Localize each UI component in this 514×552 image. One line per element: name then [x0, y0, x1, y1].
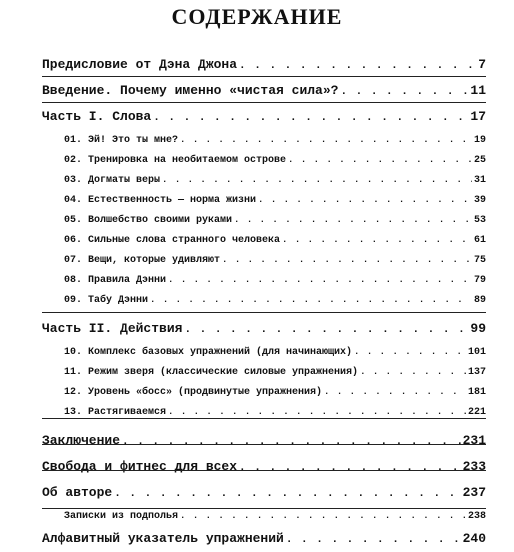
entry-page: 238: [467, 511, 486, 522]
entry-page: 75: [473, 255, 486, 266]
dot-leader: [122, 429, 461, 454]
divider: [42, 444, 486, 445]
entry-page: 221: [467, 407, 486, 418]
dot-leader: [258, 190, 472, 210]
dot-leader: [153, 105, 468, 130]
entry-page: 19: [473, 135, 486, 146]
entry-label: 01. Эй! Это ты мне?: [64, 135, 179, 146]
entry-label: 04. Естественность — норма жизни: [64, 195, 257, 206]
toc-entry[interactable]: [42, 526, 486, 552]
entry-label: Записки из подполья: [64, 511, 179, 522]
dot-leader: [162, 170, 472, 190]
dot-leader: [168, 270, 472, 290]
entry-page: 231: [462, 433, 486, 448]
entry-page: 7: [478, 57, 486, 72]
toc-entry[interactable]: [42, 78, 486, 104]
dot-leader: [239, 53, 476, 78]
toc-entry[interactable]: [42, 428, 486, 454]
entry-page: 233: [462, 459, 486, 474]
entry-label: 11. Режим зверя (классические силовые упражнения): [64, 367, 359, 378]
toc-entry[interactable]: [42, 104, 486, 130]
entry-label: Предисловие от Дэна Джона: [42, 57, 238, 72]
entry-label: Заключение: [42, 433, 121, 448]
toc-entry[interactable]: [42, 480, 486, 506]
entry-page: 53: [473, 215, 486, 226]
entry-label: 08. Правила Дэнни: [64, 275, 167, 286]
entry-label: 07. Вещи, которые удивляют: [64, 255, 221, 266]
entry-label: Часть I. Слова: [42, 109, 152, 124]
entry-label: 05. Волшебство своими руками: [64, 215, 233, 226]
dot-leader: [184, 317, 468, 342]
toc-subentry[interactable]: [42, 190, 486, 210]
table-of-contents: [42, 52, 486, 552]
dot-leader: [234, 210, 472, 230]
entry-page: 25: [473, 155, 486, 166]
dot-leader: [180, 506, 466, 526]
dot-leader: [239, 455, 461, 480]
divider: [42, 508, 486, 509]
toc-subentry[interactable]: [42, 382, 486, 402]
entry-page: 39: [473, 195, 486, 206]
dot-leader: [282, 230, 472, 250]
toc-subentry[interactable]: [42, 230, 486, 250]
toc-subentry[interactable]: [42, 342, 486, 362]
entry-label: 12. Уровень «босс» (продвинутые упражнения): [64, 387, 323, 398]
entry-label: 09. Табу Дэнни: [64, 295, 149, 306]
toc-subentry[interactable]: [42, 362, 486, 382]
entry-label: Свобода и фитнес для всех: [42, 459, 238, 474]
dot-leader: [114, 481, 460, 506]
divider: [42, 102, 486, 103]
toc-subentry[interactable]: [42, 250, 486, 270]
entry-page: 79: [473, 275, 486, 286]
dot-leader: [168, 402, 466, 422]
entry-label: Часть II. Действия: [42, 321, 183, 336]
entry-page: 17: [470, 109, 486, 124]
toc-subentry[interactable]: [42, 130, 486, 150]
dot-leader: [360, 362, 466, 382]
toc-subentry[interactable]: [42, 170, 486, 190]
entry-page: 181: [467, 387, 486, 398]
toc-subentry[interactable]: [42, 402, 486, 422]
entry-label: 13. Растягиваемся: [64, 407, 167, 418]
entry-label: Введение. Почему именно «чистая сила»?: [42, 83, 339, 98]
entry-label: 06. Сильные слова странного человека: [64, 235, 281, 246]
entry-page: 31: [473, 175, 486, 186]
dot-leader: [324, 382, 466, 402]
entry-label: 03. Догматы веры: [64, 175, 161, 186]
toc-subentry[interactable]: [42, 210, 486, 230]
toc-subentry[interactable]: [42, 290, 486, 310]
entry-page: 137: [467, 367, 486, 378]
entry-page: 99: [470, 321, 486, 336]
page-title: СОДЕРЖАНИЕ: [171, 4, 343, 29]
dot-leader: [286, 527, 461, 552]
dot-leader: [150, 290, 472, 310]
dot-leader: [180, 130, 472, 150]
entry-page: 240: [462, 531, 486, 546]
toc-entry[interactable]: [42, 52, 486, 78]
toc-subentry[interactable]: [42, 506, 486, 526]
toc-subentry[interactable]: [42, 270, 486, 290]
entry-page: 237: [462, 485, 486, 500]
dot-leader: [354, 342, 466, 362]
divider: [42, 312, 486, 313]
dot-leader: [222, 250, 472, 270]
entry-label: 10. Комплекс базовых упражнений (для начинающих): [64, 347, 353, 358]
divider: [42, 418, 486, 419]
entry-label: 02. Тренировка на необитаемом острове: [64, 155, 287, 166]
entry-label: Алфавитный указатель упражнений: [42, 531, 284, 546]
entry-label: Об авторе: [42, 485, 113, 500]
entry-page: 11: [470, 83, 486, 98]
dot-leader: [340, 79, 468, 104]
toc-entry[interactable]: [42, 454, 486, 480]
dot-leader: [288, 150, 472, 170]
divider: [42, 76, 486, 77]
entry-page: 101: [467, 347, 486, 358]
entry-page: 89: [473, 295, 486, 306]
divider: [42, 470, 486, 471]
toc-entry[interactable]: [42, 316, 486, 342]
entry-page: 61: [473, 235, 486, 246]
toc-subentry[interactable]: [42, 150, 486, 170]
